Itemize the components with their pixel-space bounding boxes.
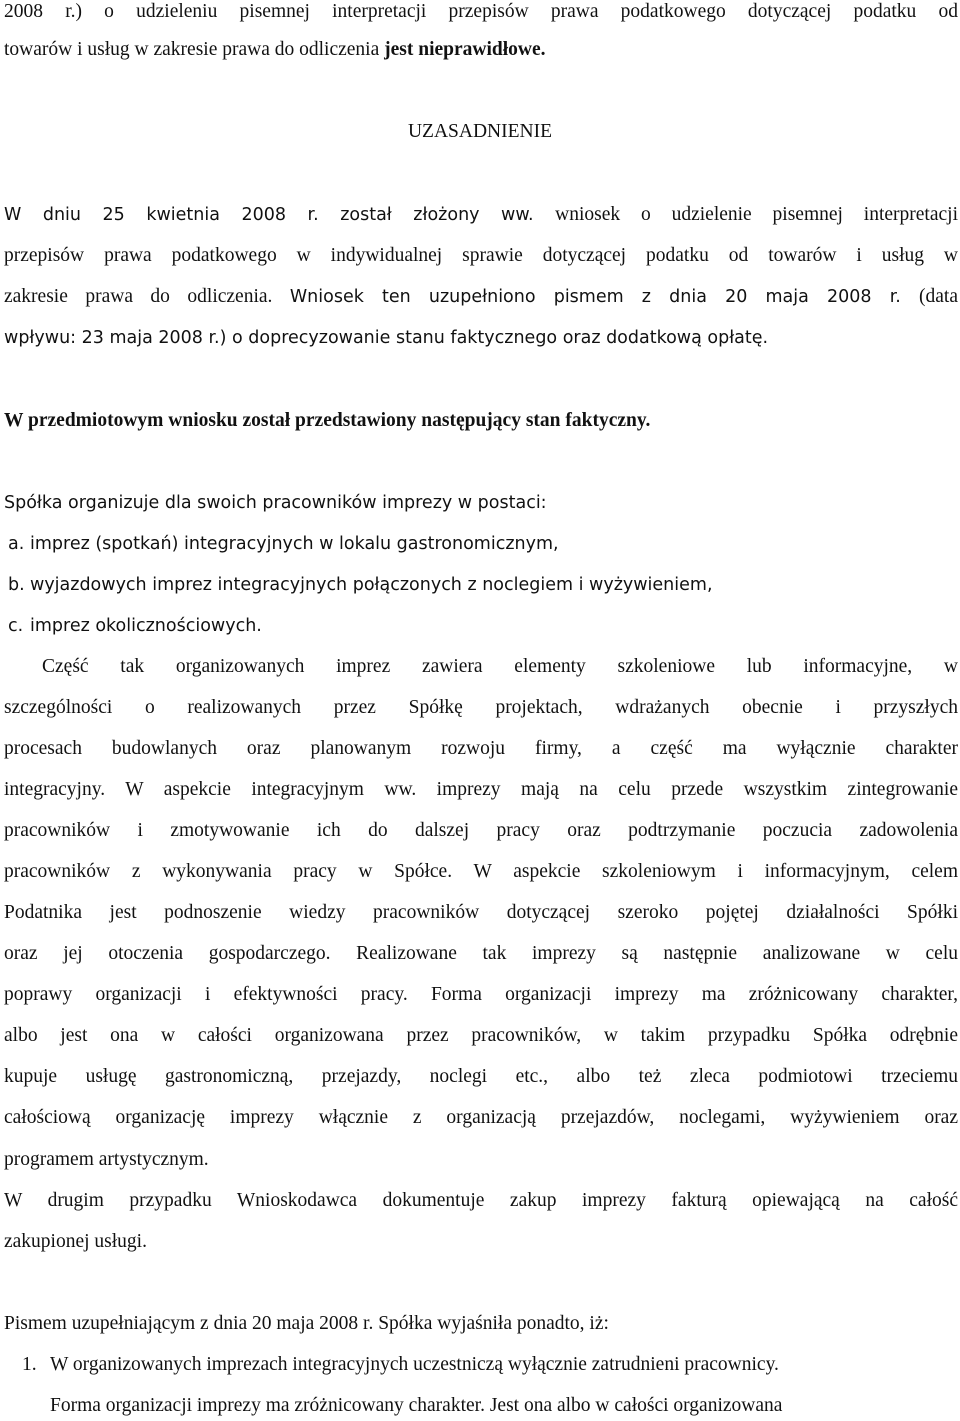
- facts-heading: W przedmiotowym wniosku został przedstawiony następujący stan faktyczny.: [4, 410, 651, 431]
- para2-line-5: pracowników i zmotywowanie ich do dalszej pracy oraz podtrzymanie poczucia zadowolenia: [4, 820, 958, 841]
- para2-line-11: kupuje usługę gastronomiczną, przejazdy, noclegi etc., albo też zleca podmiotowi trzeciemu: [4, 1066, 958, 1087]
- para2-line-3: procesach budowlanych oraz planowanym rozwoju firmy, a część ma wyłącznie charakter: [4, 738, 958, 759]
- para1-sans-text: W dniu 25 kwietnia 2008 r. został złożony ww.: [4, 205, 556, 225]
- para1-text-c: (data: [919, 286, 958, 307]
- para1-line-4: wpływu: 23 maja 2008 r.) o doprecyzowanie stanu faktycznego oraz dodatkową opłatę.: [4, 328, 769, 348]
- para2-line-1: Część tak organizowanych imprez zawiera elementy szkoleniowe lub informacyjne, w: [42, 656, 958, 677]
- para1-serif-text: wniosek o udzielenie pisemnej interpretacji: [555, 204, 958, 225]
- para2-line-13: programem artystycznym.: [4, 1149, 209, 1170]
- intro-text: towarów i usług w zakresie prawa do odliczenia: [4, 39, 385, 60]
- list-marker: c.: [8, 616, 24, 636]
- para1-text-b: Wniosek ten uzupełniono pismem z dnia 20 maja 2008 r.: [289, 287, 920, 307]
- list-marker: b.: [8, 575, 25, 595]
- para1-line-3: [4, 285, 958, 309]
- para2-line-10: albo jest ona w całości organizowana przez pracowników, w takim przypadku Spółka odrębnie: [4, 1025, 958, 1046]
- list-item-text: imprez (spotkań) integracyjnych w lokalu gastronomicznym,: [30, 534, 559, 554]
- para1-line-1: [4, 203, 958, 227]
- events-intro: Spółka organizuje dla swoich pracowników imprezy w postaci:: [4, 493, 547, 513]
- list-item-text: wyjazdowych imprez integracyjnych połączonych z noclegiem i wyżywieniem,: [30, 575, 713, 595]
- para1-line-2: przepisów prawa podatkowego w indywidualnej sprawie dotyczącej podatku od towarów i usług w: [4, 245, 958, 266]
- para1-text-a: zakresie prawa do odliczenia.: [4, 286, 290, 307]
- section-heading: UZASADNIENIE: [407, 121, 553, 142]
- para2-line-8: oraz jej otoczenia gospodarczego. Realizowane tak imprezy są następnie analizowane w celu: [4, 943, 958, 964]
- list-marker: 1.: [22, 1354, 37, 1375]
- para3-line-1: W drugim przypadku Wnioskodawca dokumentuje zakup imprezy fakturą opiewającą na całość: [4, 1190, 958, 1211]
- intro-line-2: [4, 38, 546, 62]
- list-item: [8, 532, 559, 556]
- list-item-continuation: Forma organizacji imprezy ma zróżnicowany charakter. Jest ona albo w całości organizowana: [50, 1395, 783, 1416]
- intro-line-1: 2008 r.) o udzieleniu pisemnej interpretacji przepisów prawa podatkowego dotyczącej podatku od: [4, 1, 958, 22]
- list-item-text: imprez okolicznościowych.: [30, 616, 262, 636]
- list-item: [8, 614, 262, 638]
- list-item-text: W organizowanych imprezach integracyjnych uczestniczą wyłącznie zatrudnieni pracownicy.: [50, 1354, 779, 1375]
- list-item: [22, 1353, 779, 1377]
- para3-line-2: zakupionej usługi.: [4, 1231, 147, 1252]
- para2-line-6: pracowników z wykonywania pracy w Spółce. W aspekcie szkoleniowym i informacyjnym, celem: [4, 861, 958, 882]
- para2-line-7: Podatnika jest podnoszenie wiedzy pracowników dotyczącej szeroko pojętej działalności Spółki: [4, 902, 958, 923]
- intro-verdict: jest nieprawidłowe.: [384, 39, 546, 60]
- list-item: [8, 573, 713, 597]
- supplement-intro: Pismem uzupełniającym z dnia 20 maja 2008 r. Spółka wyjaśniła ponadto, iż:: [4, 1313, 609, 1334]
- para2-line-4: integracyjny. W aspekcie integracyjnym ww. imprezy mają na celu przede wszystkim zintegrowanie: [4, 779, 958, 800]
- para2-line-2: szczególności o realizowanych przez Spółkę projektach, wdrażanych obecnie i przyszłych: [4, 697, 958, 718]
- list-marker: a.: [8, 534, 25, 554]
- para2-line-12: całościową organizację imprezy włącznie z organizacją przejazdów, noclegami, wyżywieniem oraz: [4, 1107, 958, 1128]
- para2-line-9: poprawy organizacji i efektywności pracy. Forma organizacji imprezy ma zróżnicowany charakter,: [4, 984, 958, 1005]
